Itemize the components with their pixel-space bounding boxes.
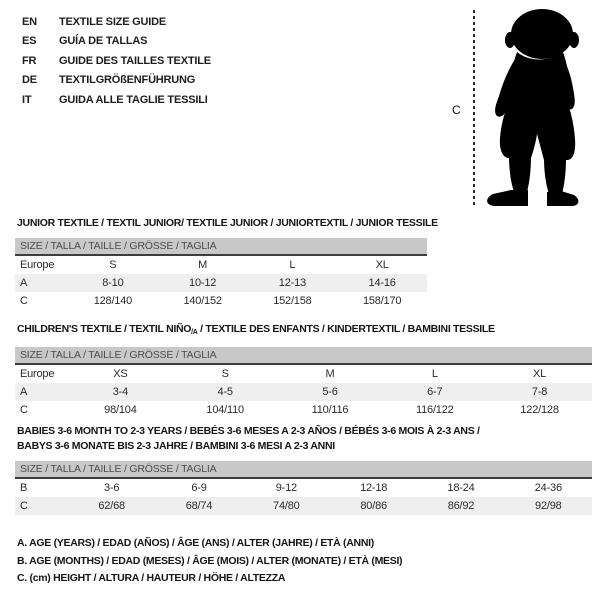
cell-value: 140/152 xyxy=(183,295,222,307)
cell-value: L xyxy=(289,259,296,271)
table-row xyxy=(15,365,592,383)
cell-value: L xyxy=(431,368,438,380)
cell-value: XL xyxy=(533,368,547,380)
cell-value: 3-4 xyxy=(112,386,129,398)
babies-title-line1: BABIES 3-6 MONTH TO 2-3 YEARS / BEBÉS 3-6 MESES A 2-3 AÑOS / BÉBÉS 3-6 MOIS À 2-3 ANS / xyxy=(17,425,480,437)
babies-table-title xyxy=(17,424,480,454)
children-size-table xyxy=(15,347,592,419)
language-code: ES xyxy=(22,35,37,48)
babies-title-line2: BABYS 3-6 MONATE BIS 2-3 JAHRE / BAMBINI 3-6 MESI A 2-3 ANNI xyxy=(17,440,335,452)
cell-value: 116/122 xyxy=(416,404,454,416)
language-title: GUIDE DES TAILLES TEXTILE xyxy=(59,54,211,67)
size-header-bar: SIZE / TALLA / TAILLE / GRÖSSE / TAGLIA xyxy=(15,238,427,256)
babies-size-table xyxy=(15,461,592,515)
children-table-title xyxy=(17,322,495,340)
baby-silhouette-icon xyxy=(481,8,590,208)
language-row-fr xyxy=(22,52,211,71)
legend xyxy=(17,535,402,588)
junior-size-table xyxy=(15,238,427,310)
height-measure-dotted-line xyxy=(473,10,475,208)
cell-value: 86/92 xyxy=(447,500,475,512)
table-row xyxy=(15,479,592,497)
language-code: DE xyxy=(22,74,37,87)
junior-table-body xyxy=(15,256,427,310)
cell-value: M xyxy=(198,259,208,271)
cell-value: S xyxy=(221,368,229,380)
children-table-body xyxy=(15,365,592,419)
cell-value: M xyxy=(325,368,335,380)
language-title: TEXTILGRÖßENFÜHRUNG xyxy=(59,74,196,87)
cell-value: 8-10 xyxy=(102,277,124,289)
children-title-subscript: /A xyxy=(191,329,198,336)
children-title-pre: CHILDREN'S TEXTILE / TEXTIL NIÑO xyxy=(17,323,192,335)
cell-value: 110/116 xyxy=(311,404,349,416)
row-label: B xyxy=(20,482,28,494)
cell-value: 10-12 xyxy=(189,277,217,289)
children-title-post: / TEXTILE DES ENFANTS / KINDERTEXTIL / BAMBINI TESSILE xyxy=(197,323,495,335)
cell-value: 6-7 xyxy=(427,386,443,398)
language-title: TEXTILE SIZE GUIDE xyxy=(59,16,167,28)
cell-value: 80/86 xyxy=(360,500,387,512)
table-row xyxy=(15,256,427,274)
row-label: C xyxy=(20,404,28,416)
language-row-es xyxy=(22,32,211,51)
language-code: IT xyxy=(22,93,32,106)
language-title: GUÍA DE TALLAS xyxy=(59,35,148,48)
cell-value: 158/170 xyxy=(362,295,402,307)
height-measure-label: C xyxy=(452,103,461,117)
cell-value: 104/110 xyxy=(206,404,244,416)
row-label: Europe xyxy=(20,368,55,380)
language-list xyxy=(22,13,211,110)
cell-value: 24-36 xyxy=(534,482,562,494)
cell-value: 3-6 xyxy=(104,482,120,494)
language-title: GUIDA ALLE TAGLIE TESSILI xyxy=(59,93,208,106)
babies-table-body xyxy=(15,479,592,515)
size-header-bar: SIZE / TALLA / TAILLE / GRÖSSE / TAGLIA xyxy=(15,461,592,479)
table-row xyxy=(15,383,592,401)
cell-value: S xyxy=(109,259,117,271)
legend-line-a: A. AGE (YEARS) / EDAD (AÑOS) / ÂGE (ANS) / ALTER (JAHRE) / ETÀ (ANNI) xyxy=(17,537,374,549)
table-row xyxy=(15,497,592,515)
cell-value: XS xyxy=(113,368,128,380)
cell-value: 122/128 xyxy=(520,404,559,416)
cell-value: 92/98 xyxy=(535,500,562,512)
table-row xyxy=(15,274,427,292)
cell-value: 12-18 xyxy=(360,482,388,494)
cell-value: 6-9 xyxy=(191,482,207,494)
cell-value: XL xyxy=(375,259,389,271)
table-row xyxy=(15,292,427,310)
language-code: FR xyxy=(22,54,37,67)
cell-value: 12-13 xyxy=(278,277,306,289)
row-label: Europe xyxy=(20,259,55,271)
language-code: EN xyxy=(22,16,37,28)
cell-value: 18-24 xyxy=(447,482,475,494)
cell-value: 74/80 xyxy=(273,500,300,512)
legend-line-c: C. (cm) HEIGHT / ALTURA / HAUTEUR / HÖHE / ALTEZZA xyxy=(17,572,286,585)
cell-value: 68/74 xyxy=(185,500,213,512)
row-label: C xyxy=(20,500,28,512)
row-label: A xyxy=(20,277,28,289)
cell-value: 14-16 xyxy=(368,277,396,289)
cell-value: 62/68 xyxy=(98,500,125,512)
junior-table-title: JUNIOR TEXTILE / TEXTIL JUNIOR/ TEXTILE JUNIOR / JUNIORTEXTIL / JUNIOR TESSILE xyxy=(17,217,438,229)
cell-value: 7-8 xyxy=(531,386,548,398)
row-label: C xyxy=(20,295,28,307)
cell-value: 4-5 xyxy=(217,386,233,398)
language-row-it xyxy=(22,91,211,110)
table-row xyxy=(15,401,592,419)
cell-value: 152/158 xyxy=(273,295,312,307)
cell-value: 9-12 xyxy=(275,482,297,494)
row-label: A xyxy=(20,386,28,398)
cell-value: 5-6 xyxy=(322,386,338,398)
cell-value: 98/104 xyxy=(104,404,137,416)
language-row-de xyxy=(22,71,211,90)
cell-value: 128/140 xyxy=(93,295,133,307)
size-header-bar: SIZE / TALLA / TAILLE / GRÖSSE / TAGLIA xyxy=(15,347,592,365)
language-row-en xyxy=(22,13,211,32)
legend-line-b: B. AGE (MONTHS) / EDAD (MESES) / ÂGE (MOIS) / ALTER (MONATE) / ETÀ (MESI) xyxy=(17,554,403,567)
